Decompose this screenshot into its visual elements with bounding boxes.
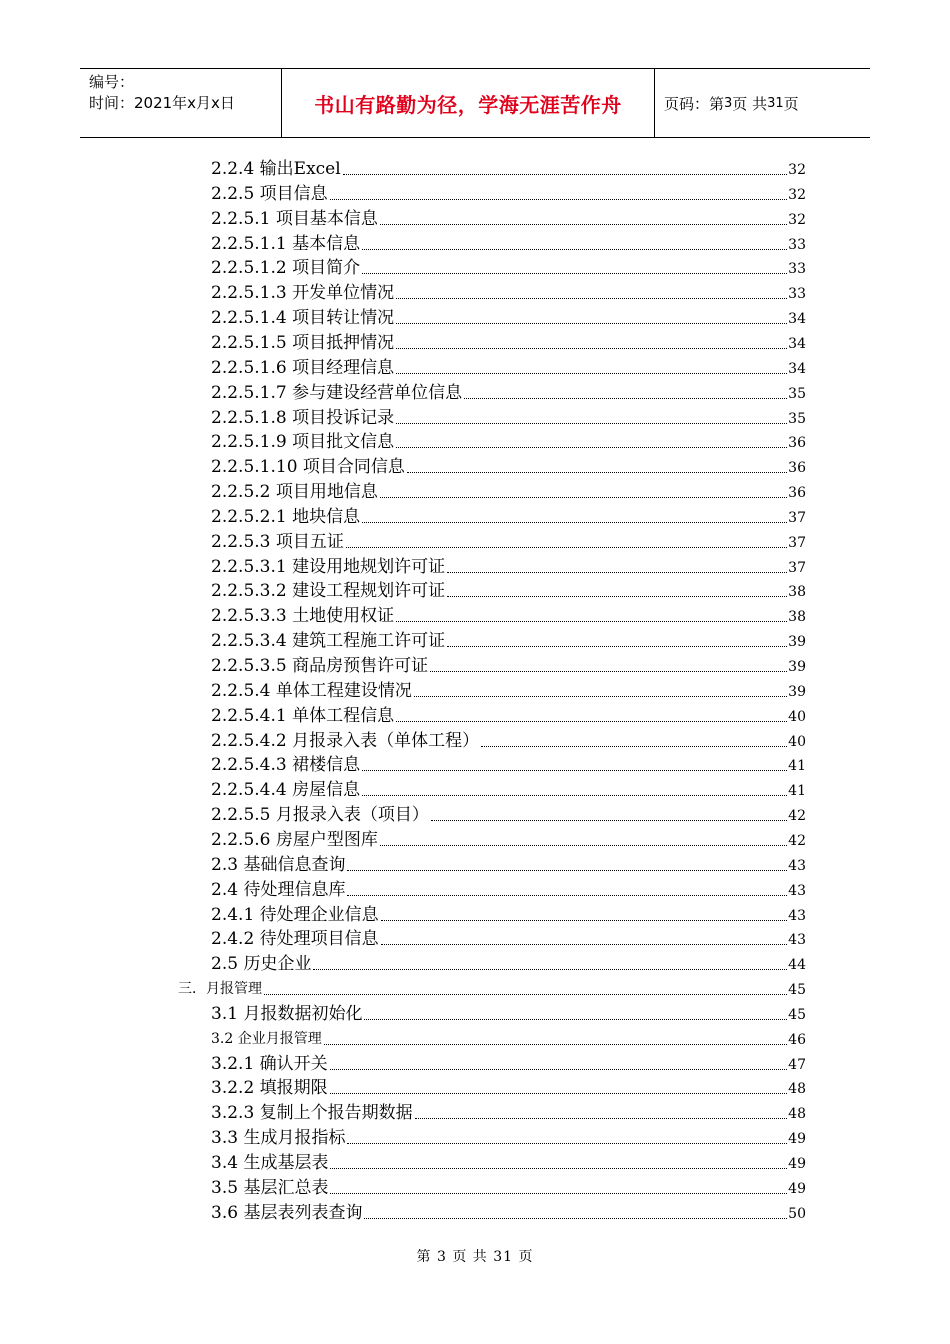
toc-dot-leader <box>362 522 787 523</box>
toc-entry-label: 2.2.5.4.3 裙楼信息 <box>211 755 361 776</box>
toc-dot-leader <box>396 373 787 374</box>
toc-entry-page: 37 <box>788 534 806 551</box>
toc-entry[interactable] <box>178 979 806 999</box>
toc-entry[interactable] <box>211 333 806 353</box>
toc-dot-leader <box>464 398 787 399</box>
toc-entry-label: 2.2.5.3.3 土地使用权证 <box>211 606 395 627</box>
toc-entry-page: 50 <box>788 1205 806 1222</box>
toc-entry-page: 46 <box>788 1031 806 1048</box>
toc-entry-page: 41 <box>788 758 806 775</box>
toc-dot-leader <box>415 1118 788 1119</box>
toc-dot-leader <box>381 920 788 921</box>
toc-entry[interactable] <box>211 1004 806 1024</box>
toc-dot-leader <box>347 895 787 896</box>
toc-entry-page: 48 <box>788 1081 806 1098</box>
toc-entry-page: 33 <box>788 261 806 278</box>
toc-entry-page: 49 <box>788 1156 806 1172</box>
toc-entry-label: 3.6 基层表列表查询 <box>211 1202 363 1223</box>
toc-dot-leader <box>330 1168 787 1169</box>
toc-dot-leader <box>362 770 787 771</box>
toc-dot-leader <box>414 696 787 697</box>
toc-entry[interactable] <box>211 830 806 850</box>
toc-entry-page: 34 <box>788 360 806 377</box>
toc-entry[interactable] <box>211 234 806 254</box>
toc-entry-page: 32 <box>788 162 806 178</box>
toc-dot-leader <box>380 224 787 225</box>
toc-entry-label: 2.2.5.3.1 建设用地规划许可证 <box>211 556 446 577</box>
toc-dot-leader <box>396 348 787 349</box>
toc-dot-leader <box>346 547 787 548</box>
toc-entry-label: 3.2.3 复制上个报告期数据 <box>211 1103 413 1124</box>
toc-entry-label: 2.2.5.1.1 基本信息 <box>211 233 361 254</box>
toc-dot-leader <box>407 472 787 473</box>
toc-dot-leader <box>396 721 787 722</box>
toc-dot-leader <box>481 746 787 747</box>
toc-entry-page: 33 <box>788 236 806 253</box>
toc-entry-page: 43 <box>788 882 806 899</box>
toc-dot-leader <box>447 646 787 647</box>
toc-entry[interactable] <box>211 581 806 601</box>
header-meta <box>80 69 281 137</box>
toc-dot-leader <box>381 944 788 945</box>
header-motto-cell <box>281 69 655 137</box>
toc-entry[interactable] <box>211 905 806 925</box>
toc-entry-page: 38 <box>788 584 806 601</box>
toc-entry-page: 39 <box>788 634 806 651</box>
toc-entry-page: 49 <box>788 1180 806 1197</box>
toc-entry-label: 2.2.5.1.8 项目投诉记录 <box>211 407 395 428</box>
toc-entry-page: 40 <box>788 733 806 750</box>
toc-entry-page: 44 <box>788 957 806 974</box>
toc-entry[interactable] <box>211 1203 806 1223</box>
toc-entry-label: 2.2.5.1.4 项目转让情况 <box>211 308 395 329</box>
toc-entry-page: 37 <box>788 559 806 576</box>
header-page-current: 3 <box>724 95 733 111</box>
toc-entry-page: 43 <box>788 907 806 924</box>
toc-entry[interactable] <box>211 805 806 825</box>
toc-entry[interactable] <box>211 706 806 726</box>
toc-dot-leader <box>431 820 787 821</box>
toc-entry-label: 2.2.5.4 单体工程建设情况 <box>211 680 412 701</box>
footer-label-c: 页 <box>518 1249 534 1265</box>
page-header <box>80 68 870 138</box>
toc-entry-label: 3.2.1 确认开关 <box>211 1053 328 1074</box>
toc-entry-label: 2.3 基础信息查询 <box>211 854 346 875</box>
toc-entry[interactable] <box>211 1128 806 1148</box>
toc-entry[interactable] <box>211 880 806 900</box>
toc-entry-label: 3.5 基层汇总表 <box>211 1177 329 1198</box>
toc-dot-leader <box>396 447 787 448</box>
toc-entry[interactable] <box>211 507 806 527</box>
toc-entry-label: 2.2.5.1.9 项目批文信息 <box>211 432 395 453</box>
toc-entry-label: 3.3 生成月报指标 <box>211 1128 346 1149</box>
toc-entry[interactable] <box>211 482 806 502</box>
toc-entry-label: 2.2.5.1.10 项目合同信息 <box>211 457 405 478</box>
toc-entry[interactable] <box>211 755 806 775</box>
toc-dot-leader <box>380 845 787 846</box>
toc-entry[interactable] <box>211 308 806 328</box>
toc-entry[interactable] <box>211 1054 806 1074</box>
toc-entry-label: 2.2.5 项目信息 <box>211 183 328 204</box>
toc-entry-page: 33 <box>788 286 806 303</box>
toc-entry-page: 35 <box>788 385 806 402</box>
toc-entry[interactable] <box>211 1029 806 1049</box>
toc-entry[interactable] <box>211 855 806 875</box>
toc-entry-page: 43 <box>788 932 806 949</box>
toc-entry-page: 43 <box>788 857 806 874</box>
toc-entry[interactable] <box>211 383 806 403</box>
toc-dot-leader <box>362 273 787 274</box>
header-motto: 书山有路勤为径，学海无涯苦作舟 <box>314 92 622 117</box>
header-page-label-b: 页 共 <box>732 94 768 113</box>
toc-entry[interactable] <box>211 954 806 974</box>
toc-entry[interactable] <box>211 1103 806 1123</box>
toc-dot-leader <box>313 969 787 970</box>
toc-entry[interactable] <box>211 606 806 626</box>
toc-entry-label: 2.2.5.1.6 项目经理信息 <box>211 357 395 378</box>
toc-entry-page: 42 <box>788 832 806 849</box>
toc-entry-page: 34 <box>788 311 806 328</box>
toc-dot-leader <box>362 249 787 250</box>
toc-entry-page: 32 <box>788 211 806 228</box>
toc-entry[interactable] <box>211 1153 806 1173</box>
toc-entry-page: 39 <box>788 659 806 675</box>
footer-label-b: 页 共 <box>452 1249 488 1265</box>
toc-entry-label: 2.2.5.2.1 地块信息 <box>211 506 361 527</box>
toc-entry-page: 47 <box>788 1056 806 1073</box>
toc-entry[interactable] <box>211 432 806 452</box>
header-page-label-c: 页 <box>783 94 799 113</box>
toc-entry-label: 2.2.5.1.7 参与建设经营单位信息 <box>211 382 463 403</box>
toc-entry-label: 3.4 生成基层表 <box>211 1153 329 1173</box>
toc-entry-label: 2.2.5.2 项目用地信息 <box>211 482 378 503</box>
toc-entry-label: 2.5 历史企业 <box>211 954 312 975</box>
toc-entry[interactable] <box>211 1078 806 1098</box>
toc-entry-page: 38 <box>788 609 806 626</box>
toc-entry-label: 2.4.2 待处理项目信息 <box>211 929 379 950</box>
doc-time: 时间：2021年x月x日 <box>89 94 235 112</box>
toc-entry-page: 37 <box>788 509 806 526</box>
header-page-total: 31 <box>767 95 784 111</box>
doc-number-label: 编号： <box>89 73 135 91</box>
toc-entry[interactable] <box>211 532 806 552</box>
footer-label-a: 第 <box>416 1249 432 1265</box>
toc-entry-page: 42 <box>788 808 806 825</box>
toc-entry-page: 49 <box>788 1131 806 1148</box>
toc-entry[interactable] <box>211 457 806 477</box>
toc-entry-page: 32 <box>788 186 806 203</box>
toc-entry-label: 2.2.5.3 项目五证 <box>211 531 344 552</box>
toc-entry[interactable] <box>211 258 806 278</box>
header-page-info <box>655 69 870 137</box>
toc-dot-leader <box>396 423 787 424</box>
toc-entry-label: 2.2.5.1.3 开发单位情况 <box>211 283 395 304</box>
toc-dot-leader <box>396 323 787 324</box>
toc-dot-leader <box>447 596 787 597</box>
toc-dot-leader <box>330 1193 787 1194</box>
toc-entry-label: 2.2.5.1.5 项目抵押情况 <box>211 332 395 353</box>
toc-entry-label: 3.2.2 填报期限 <box>211 1078 328 1099</box>
toc-entry[interactable] <box>211 929 806 949</box>
toc-dot-leader <box>364 1218 787 1219</box>
toc-entry-label: 2.4 待处理信息库 <box>211 879 346 900</box>
toc-dot-leader <box>364 1019 787 1020</box>
toc-entry-label: 3.2 企业月报管理 <box>211 1030 322 1047</box>
toc-entry-page: 41 <box>788 783 806 800</box>
toc-entry[interactable] <box>211 358 806 378</box>
toc-dot-leader <box>330 1069 788 1070</box>
toc-entry[interactable] <box>211 557 806 577</box>
toc-entry-label: 2.2.5.5 月报录入表（项目） <box>211 805 429 826</box>
toc-entry[interactable] <box>211 656 806 676</box>
page-footer <box>0 1246 950 1266</box>
toc-entry[interactable] <box>211 283 806 303</box>
toc-entry-label: 2.2.5.1.2 项目简介 <box>211 258 361 279</box>
toc-entry-label: 2.2.5.3.5 商品房预售许可证 <box>211 656 429 676</box>
toc-dot-leader <box>330 1093 788 1094</box>
toc-entry-label: 2.2.5.4.2 月报录入表（单体工程） <box>211 730 480 751</box>
toc-dot-leader <box>347 1143 787 1144</box>
toc-entry-label: 2.2.5.3.4 建筑工程施工许可证 <box>211 631 446 652</box>
toc-entry-label: 2.4.1 待处理企业信息 <box>211 904 379 925</box>
toc-entry-label: 3.1 月报数据初始化 <box>211 1003 363 1024</box>
footer-page-total: 31 <box>493 1249 514 1265</box>
toc-entry-page: 39 <box>788 683 806 700</box>
toc-entry[interactable] <box>211 681 806 701</box>
toc-entry-page: 40 <box>788 708 806 725</box>
toc-entry-label: 2.2.5.4.4 房屋信息 <box>211 780 361 801</box>
toc-dot-leader <box>396 621 787 622</box>
toc-entry[interactable] <box>211 631 806 651</box>
toc-dot-leader <box>430 671 787 672</box>
toc-dot-leader <box>330 199 788 200</box>
toc-entry-page: 35 <box>788 410 806 427</box>
toc-entry-label: 2.2.5.6 房屋户型图库 <box>211 829 378 850</box>
toc-dot-leader <box>343 174 787 175</box>
toc-entry-label: 2.2.5.3.2 建设工程规划许可证 <box>211 581 446 602</box>
toc-entry[interactable] <box>211 408 806 428</box>
toc-entry-page: 36 <box>788 435 806 452</box>
toc-dot-leader <box>362 795 787 796</box>
toc-dot-leader <box>347 870 787 871</box>
footer-page-current: 3 <box>436 1249 447 1265</box>
header-page-label-a: 页码：第 <box>664 94 725 113</box>
toc-entry-page: 36 <box>788 460 806 477</box>
toc-entry[interactable] <box>211 780 806 800</box>
toc-entry-page: 45 <box>788 982 806 999</box>
toc-entry[interactable] <box>211 184 806 204</box>
toc-dot-leader <box>264 994 787 995</box>
toc-entry-page: 34 <box>788 335 806 352</box>
toc-dot-leader <box>380 497 787 498</box>
toc-entry-label: 三．月报管理 <box>178 981 262 998</box>
toc-entry[interactable] <box>211 731 806 751</box>
toc-entry-label: 2.2.5.1 项目基本信息 <box>211 208 378 229</box>
toc-dot-leader <box>324 1044 787 1045</box>
toc-entry[interactable] <box>211 209 806 229</box>
toc-entry-label: 2.2.4 输出Excel <box>211 159 341 179</box>
toc-entry-page: 48 <box>788 1106 806 1123</box>
toc-entry[interactable] <box>211 159 806 179</box>
toc-entry-label: 2.2.5.4.1 单体工程信息 <box>211 705 395 726</box>
toc-entry-page: 36 <box>788 485 806 502</box>
toc-entry[interactable] <box>211 1178 806 1198</box>
toc-entry-page: 45 <box>788 1006 806 1023</box>
toc-dot-leader <box>396 298 787 299</box>
toc-dot-leader <box>447 572 787 573</box>
